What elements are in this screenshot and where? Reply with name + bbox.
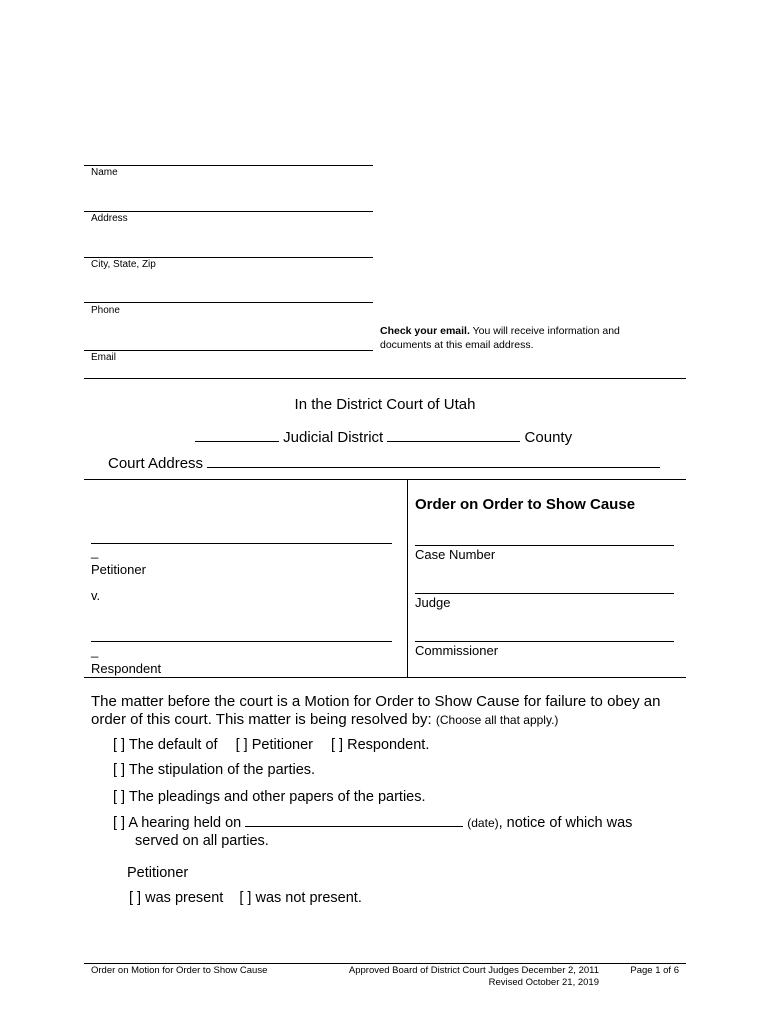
judicial-district-label: Judicial District bbox=[283, 429, 384, 446]
city-label: City, State, Zip bbox=[91, 259, 156, 270]
caption-bottom-line bbox=[84, 677, 686, 678]
petitioner-heading: Petitioner bbox=[127, 865, 189, 881]
email-note-bold: Check your email. bbox=[380, 325, 470, 337]
district-line bbox=[195, 429, 572, 446]
commissioner-label: Commissioner bbox=[415, 643, 499, 658]
order-title: Order on Order to Show Cause bbox=[415, 496, 636, 513]
name-line bbox=[84, 165, 373, 166]
stipulation-label: The stipulation of the parties. bbox=[128, 762, 316, 778]
petitioner-underscore: _ bbox=[91, 544, 99, 559]
date-note: (date) bbox=[467, 816, 499, 830]
respondent-label: Respondent bbox=[91, 661, 162, 676]
intro-line-1: The matter before the court is a Motion for Order to Show Cause for failure to obey an bbox=[91, 693, 661, 710]
notice-label: , notice of which was bbox=[498, 815, 633, 831]
option-default bbox=[113, 737, 429, 753]
option-pleadings bbox=[113, 789, 426, 805]
caption-top-line bbox=[84, 479, 686, 480]
versus-label: v. bbox=[91, 588, 101, 603]
choose-note: (Choose all that apply.) bbox=[435, 713, 559, 727]
petitioner-presence bbox=[129, 890, 362, 906]
intro-paragraph bbox=[91, 693, 660, 729]
hearing-label: A hearing held on bbox=[128, 815, 242, 831]
phone-line bbox=[84, 302, 373, 303]
address-label: Address bbox=[91, 213, 128, 224]
default-respondent-checkbox[interactable]: [ ] bbox=[331, 737, 344, 753]
petitioner-line[interactable] bbox=[91, 543, 392, 544]
phone-label: Phone bbox=[91, 305, 120, 316]
court-address-line bbox=[108, 455, 660, 472]
option-stipulation bbox=[113, 762, 315, 778]
name-label: Name bbox=[91, 167, 118, 178]
footer-revised: Revised October 21, 2019 bbox=[488, 977, 599, 988]
footer-approved: Approved Board of District Court Judges December 2, 2011 bbox=[348, 965, 599, 976]
respondent-line[interactable] bbox=[91, 641, 392, 642]
default-of-label: The default of bbox=[128, 737, 218, 753]
was-present-label: was present bbox=[145, 890, 224, 906]
default-respondent-label: Respondent. bbox=[347, 737, 430, 753]
county-label: County bbox=[524, 429, 573, 446]
footer-line bbox=[84, 963, 686, 964]
served-label: served on all parties. bbox=[135, 833, 269, 849]
caption-divider bbox=[407, 479, 408, 677]
hearing-checkbox[interactable]: [ ] bbox=[113, 815, 126, 831]
default-petitioner-label: Petitioner bbox=[251, 737, 313, 753]
was-not-present-checkbox[interactable]: [ ] bbox=[239, 890, 252, 906]
was-present-checkbox[interactable]: [ ] bbox=[129, 890, 142, 906]
option-hearing bbox=[113, 814, 632, 850]
was-not-present-label: was not present. bbox=[255, 890, 362, 906]
hearing-date-blank[interactable] bbox=[245, 825, 463, 827]
email-note bbox=[380, 324, 680, 352]
county-blank[interactable] bbox=[387, 440, 520, 442]
footer-page: Page 1 of 6 bbox=[630, 965, 679, 976]
district-number-blank[interactable] bbox=[195, 440, 279, 442]
address-line bbox=[84, 211, 373, 212]
case-number-line[interactable] bbox=[415, 545, 674, 546]
email-line bbox=[84, 350, 373, 351]
commissioner-line[interactable] bbox=[415, 641, 674, 642]
footer-left: Order on Motion for Order to Show Cause bbox=[91, 965, 268, 976]
city-line bbox=[84, 257, 373, 258]
stipulation-checkbox[interactable]: [ ] bbox=[113, 762, 126, 778]
judge-label: Judge bbox=[415, 595, 451, 610]
default-petitioner-checkbox[interactable]: [ ] bbox=[235, 737, 248, 753]
email-note-line2: documents at this email address. bbox=[380, 339, 534, 351]
email-note-line1: You will receive information and bbox=[472, 325, 620, 337]
intro-line-2: order of this court. This matter is being resolved by: bbox=[91, 711, 432, 728]
case-number-label: Case Number bbox=[415, 547, 496, 562]
judge-line[interactable] bbox=[415, 593, 674, 594]
pleadings-label: The pleadings and other papers of the parties. bbox=[128, 789, 426, 805]
header-divider bbox=[84, 378, 686, 379]
petitioner-label: Petitioner bbox=[91, 562, 146, 577]
pleadings-checkbox[interactable]: [ ] bbox=[113, 789, 126, 805]
default-checkbox[interactable]: [ ] bbox=[113, 737, 126, 753]
email-label: Email bbox=[91, 352, 117, 363]
court-address-label: Court Address bbox=[108, 455, 204, 472]
court-title: In the District Court of Utah bbox=[294, 396, 476, 413]
court-address-blank[interactable] bbox=[207, 466, 660, 468]
respondent-underscore: _ bbox=[91, 643, 99, 658]
